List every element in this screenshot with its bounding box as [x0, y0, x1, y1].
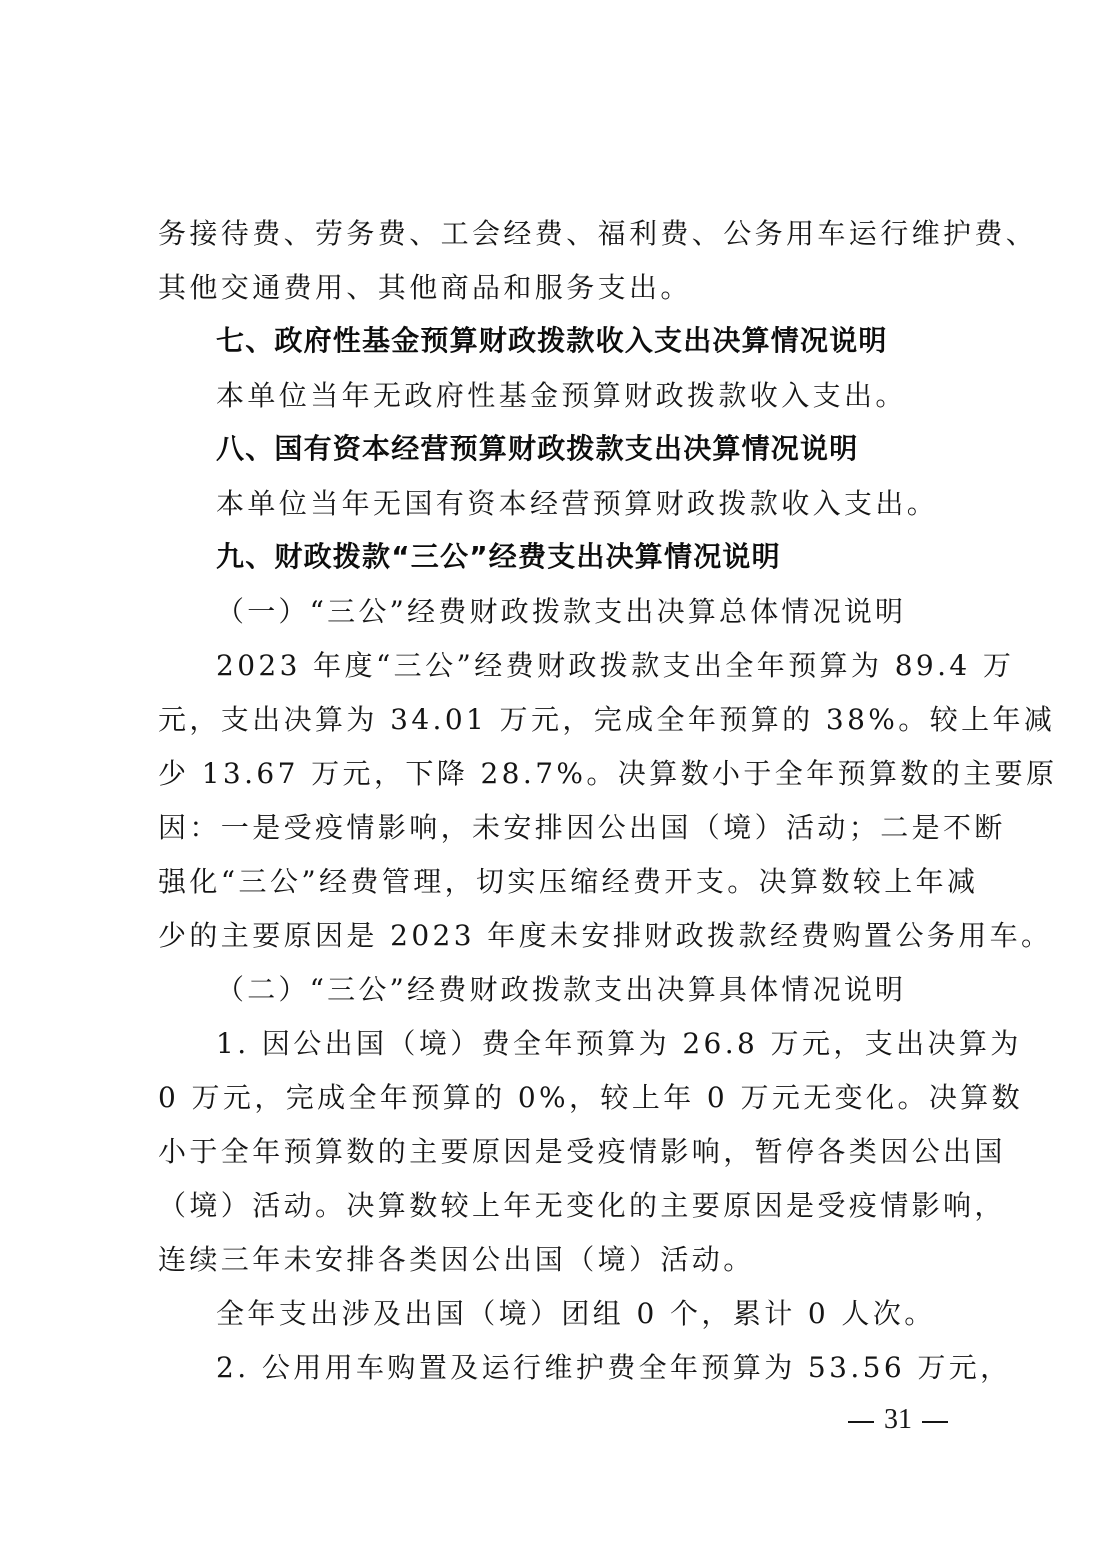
paragraph-line: 小于全年预算数的主要原因是受疫情影响，暂停各类因公出国 [158, 1135, 1006, 1168]
paragraph-line: 2. 公用用车购置及运行维护费全年预算为 53.56 万元， [216, 1351, 1012, 1384]
paragraph-line: 1. 因公出国（境）费全年预算为 26.8 万元，支出决算为 [216, 1027, 1022, 1060]
subsection-heading-1: （一）“三公”经费财政拨款支出决算总体情况说明 [216, 595, 907, 628]
paragraph-line: 本单位当年无政府性基金预算财政拨款收入支出。 [216, 379, 907, 412]
subsection-heading-2: （二）“三公”经费财政拨款支出决算具体情况说明 [216, 973, 907, 1006]
paragraph-line: 强化“三公”经费管理，切实压缩经费开支。决算数较上年减 [158, 865, 979, 898]
paragraph-line: 其他交通费用、其他商品和服务支出。 [158, 271, 692, 304]
paragraph-line: 2023 年度“三公”经费财政拨款支出全年预算为 89.4 万 [216, 649, 1015, 682]
paragraph-line: 元，支出决算为 34.01 万元，完成全年预算的 38%。较上年减 [158, 703, 1056, 736]
paragraph-line: 连续三年未安排各类因公出国（境）活动。 [158, 1243, 755, 1276]
paragraph-line: 因：一是受疫情影响，未安排因公出国（境）活动；二是不断 [158, 811, 1006, 844]
paragraph-line: 本单位当年无国有资本经营预算财政拨款收入支出。 [216, 487, 939, 520]
dash-decoration [848, 1421, 874, 1423]
paragraph-line: 务接待费、劳务费、工会经费、福利费、公务用车运行维护费、 [158, 217, 1038, 250]
section-heading-9: 九、财政拨款“三公”经费支出决算情况说明 [216, 540, 781, 573]
paragraph-line: 全年支出涉及出国（境）团组 0 个，累计 0 人次。 [216, 1297, 936, 1330]
page-number [838, 1400, 958, 1440]
dash-decoration [922, 1421, 948, 1423]
section-heading-7: 七、政府性基金预算财政拨款收入支出决算情况说明 [216, 324, 888, 357]
paragraph-line: （境）活动。决算数较上年无变化的主要原因是受疫情影响， [158, 1189, 1006, 1222]
section-heading-8: 八、国有资本经营预算财政拨款支出决算情况说明 [216, 432, 859, 465]
paragraph-line: 少 13.67 万元，下降 28.7%。决算数小于全年预算数的主要原 [158, 757, 1058, 790]
page-number-value: 31 [884, 1404, 912, 1435]
paragraph-line: 0 万元，完成全年预算的 0%，较上年 0 万元无变化。决算数 [158, 1081, 1024, 1114]
paragraph-line: 少的主要原因是 2023 年度未安排财政拨款经费购置公务用车。 [158, 919, 1053, 952]
